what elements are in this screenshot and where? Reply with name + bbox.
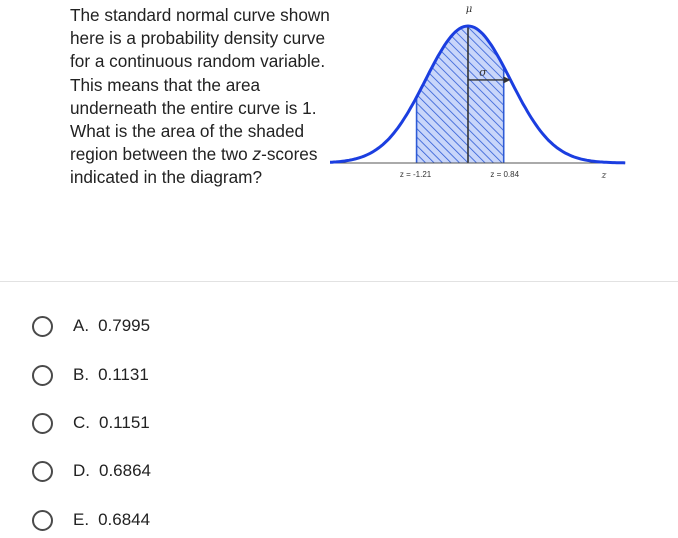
option-a-value: 0.7995 (98, 316, 151, 335)
normal-curve-chart (330, 0, 678, 200)
z-axis-label: z (601, 171, 607, 181)
option-d[interactable] (32, 455, 151, 487)
z-right-label: z = 0.84 (490, 170, 520, 179)
question-text-part1: The standard normal curve shown here is a probability density curve for a continuous random variable. This means that the area underneath the entire curve is 1. What is the area of the shaded region between the two (70, 5, 330, 165)
section-divider (0, 281, 678, 282)
radio-button-c[interactable] (32, 413, 53, 434)
option-b[interactable] (32, 359, 149, 391)
radio-button-b[interactable] (32, 365, 53, 386)
normal-curve-figure (330, 0, 678, 200)
option-d-value: 0.6864 (99, 461, 151, 480)
option-e[interactable] (32, 504, 150, 536)
option-e-letter: E. (73, 510, 90, 529)
option-b-letter: B. (73, 365, 90, 384)
z-left-label: z = -1.21 (399, 170, 432, 179)
option-c-value: 0.1151 (99, 413, 150, 432)
question-text (70, 4, 332, 190)
option-c-letter: C. (73, 413, 90, 432)
option-e-value: 0.6844 (98, 510, 151, 529)
mu-label: μ (465, 4, 473, 15)
option-a[interactable] (32, 310, 150, 342)
radio-button-d[interactable] (32, 461, 53, 482)
option-d-letter: D. (73, 461, 90, 480)
radio-button-e[interactable] (32, 510, 53, 531)
option-a-letter: A. (73, 316, 90, 335)
radio-button-a[interactable] (32, 316, 53, 337)
question-text-part2: -scores indicated in the diagram? (70, 144, 318, 188)
option-c[interactable] (32, 407, 150, 439)
sigma-label: σ (479, 65, 487, 79)
question-z-italic: z (252, 144, 262, 165)
option-b-value: 0.1131 (98, 365, 149, 384)
